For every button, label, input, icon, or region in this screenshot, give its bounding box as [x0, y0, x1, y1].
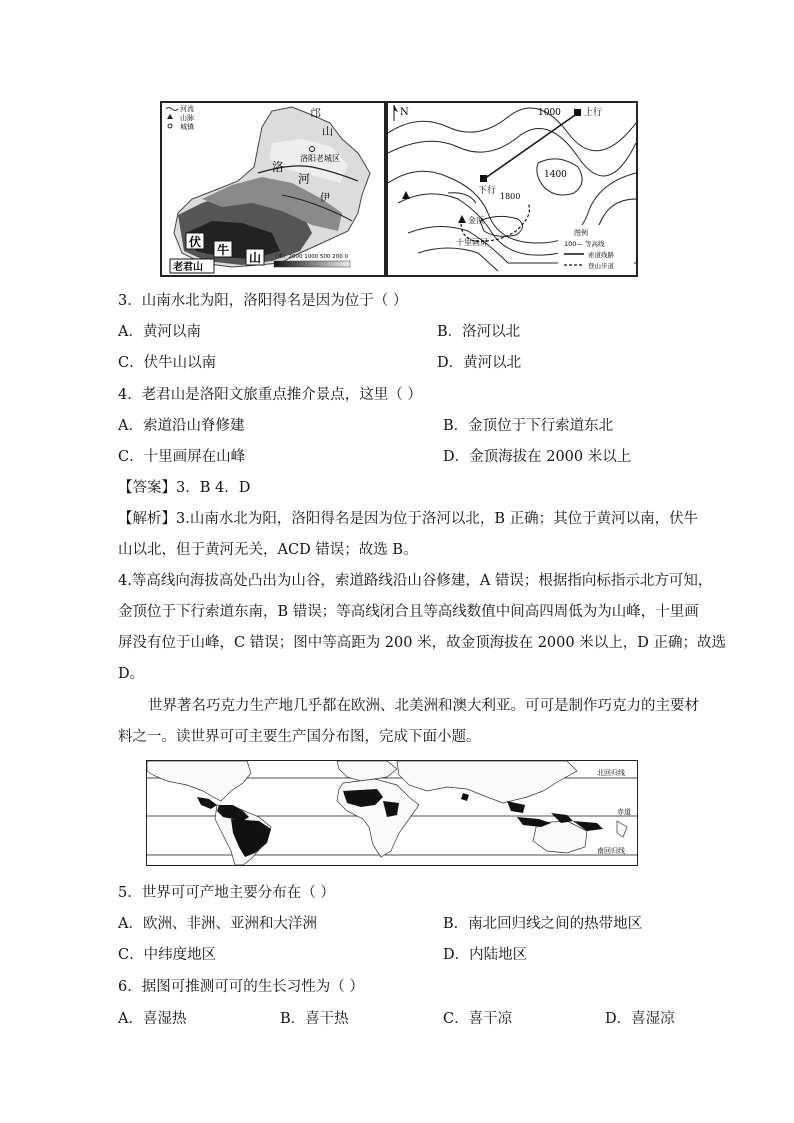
label-tropic-south: 南回归线 [597, 847, 625, 855]
label-shangxing: 上行 [584, 108, 603, 118]
mountain-legend-icon [167, 114, 173, 119]
label-fu: 伏 [189, 235, 202, 249]
lower-station-marker [480, 175, 487, 182]
label-niu: 牛 [217, 243, 230, 257]
q5-option-c[interactable]: C．中纬度地区 [118, 947, 217, 963]
q3-option-d[interactable]: D．黄河以北 [437, 355, 522, 371]
label-luo: 洛 [272, 160, 285, 174]
q5-stem: 5．世界可可产地主要分布在（ ） [118, 885, 335, 901]
analysis-line-3: 4.等高线向海拔高处凸出为山谷，索道路线沿山谷修建，A 错误；根据指向标指示北方可知， [118, 573, 713, 589]
contour-map-drawing [388, 103, 636, 275]
q3-option-b[interactable]: B．洛河以北 [437, 324, 521, 340]
q5-option-a[interactable]: A．欧洲、非洲、亚洲和大洋洲 [118, 916, 317, 932]
label-tropic-north: 北回归线 [597, 769, 625, 777]
answer-line: 【答案】3．B 4．D [118, 480, 251, 496]
label-mang-shan: 山 [322, 125, 333, 138]
q3-option-a[interactable]: A．黄河以南 [118, 324, 201, 340]
legend-contour: 100— 等高线 [564, 240, 605, 248]
label-shan: 山 [249, 251, 262, 265]
q5-option-b[interactable]: B．南北回归线之间的热带地区 [443, 916, 643, 932]
q5-option-d[interactable]: D．内陆地区 [443, 947, 528, 963]
q6-option-d[interactable]: D．喜湿凉 [605, 1011, 675, 1027]
label-city: 洛阳老城区 [300, 154, 340, 163]
luoyang-map [160, 101, 386, 277]
legend-cableway: 索道线路 [588, 251, 614, 259]
luoyang-map-drawing [162, 103, 384, 275]
q6-option-c[interactable]: C．喜干凉 [443, 1011, 513, 1027]
city-marker [310, 147, 315, 152]
q4-option-d[interactable]: D．金顶海拔在 2000 米以上 [443, 449, 632, 465]
label-equator: 赤道 [617, 808, 631, 816]
world-cocoa-map [146, 760, 638, 866]
contour-1000-top: 1000 [538, 108, 561, 118]
analysis-line-1: 【解析】3.山南水北为阳，洛阳得名是因为位于洛河以北，B 正确；其位于黄河以南，伏牛 [118, 511, 699, 527]
q4-option-c[interactable]: C．十里画屏在山峰 [118, 449, 246, 465]
q4-stem: 4．老君山是洛阳文旅重点推介景点，这里（ ） [118, 387, 422, 403]
q4-option-a[interactable]: A．索道沿山脊修建 [118, 418, 245, 434]
label-mang: 邙 [310, 107, 321, 120]
analysis-line-4: 金顶位于下行索道东南，B 错误；等高线闭合且等高线数值中间高四周低为为山峰，十里画 [118, 604, 699, 620]
legend-title: 图例 [574, 229, 588, 237]
map1-legend [166, 104, 195, 131]
q4-option-b[interactable]: B．金顶位于下行索道东北 [443, 418, 614, 434]
peak-marker [402, 191, 410, 199]
analysis-line-6: D。 [118, 666, 145, 682]
town-legend-icon [168, 124, 172, 128]
legend-river-label: 河流 [180, 105, 194, 113]
label-jinding: 金顶 [468, 216, 484, 225]
analysis-line-5: 屏没有位于山峰，C 错误；图中等高距为 200 米，故金顶海拔在 2000 米以上，D 正确；故选 [118, 635, 726, 651]
north-label: N [400, 107, 409, 118]
legend-mountain-label: 山脉 [180, 114, 194, 122]
contour-map [386, 101, 638, 277]
north-arrow [394, 105, 398, 121]
contour-1800: 1800 [500, 192, 521, 201]
q3-stem: 3．山南水北为阳，洛阳得名是因为位于（ ） [118, 293, 408, 309]
label-shili: 十里画屏 [456, 238, 488, 247]
legend-trail: 登山步道 [588, 262, 614, 270]
q3-option-c[interactable]: C．伏牛山以南 [118, 355, 217, 371]
q6-option-b[interactable]: B．喜干热 [280, 1011, 349, 1027]
intro-line-2: 料之一。读世界可可主要生产国分布图，完成下面小题。 [118, 729, 481, 745]
legend-town-label: 城镇 [180, 123, 194, 131]
intro-line-1: 世界著名巧克力生产地几乎都在欧洲、北美洲和澳大利亚。可可是制作巧克力的主要材 [148, 698, 699, 714]
q6-option-a[interactable]: A．喜湿热 [118, 1011, 187, 1027]
upper-station-marker [574, 109, 581, 116]
jinding-marker [458, 215, 466, 223]
label-xiaxing: 下行 [478, 186, 497, 196]
contour-1400: 1400 [544, 170, 567, 180]
label-yi: 伊 [320, 193, 330, 204]
label-laojunshan: 老君山 [173, 262, 203, 273]
q6-stem: 6．据图可推测可可的生长习性为（ ） [118, 979, 364, 995]
world-map-drawing [147, 761, 637, 865]
scale-label: （米）2000 1000 500 200 0 [272, 254, 348, 260]
label-he: 河 [298, 172, 311, 186]
analysis-line-2: 山以北，但于黄河无关，ACD 错误；故选 B。 [118, 542, 418, 558]
river-legend-icon [166, 108, 178, 111]
